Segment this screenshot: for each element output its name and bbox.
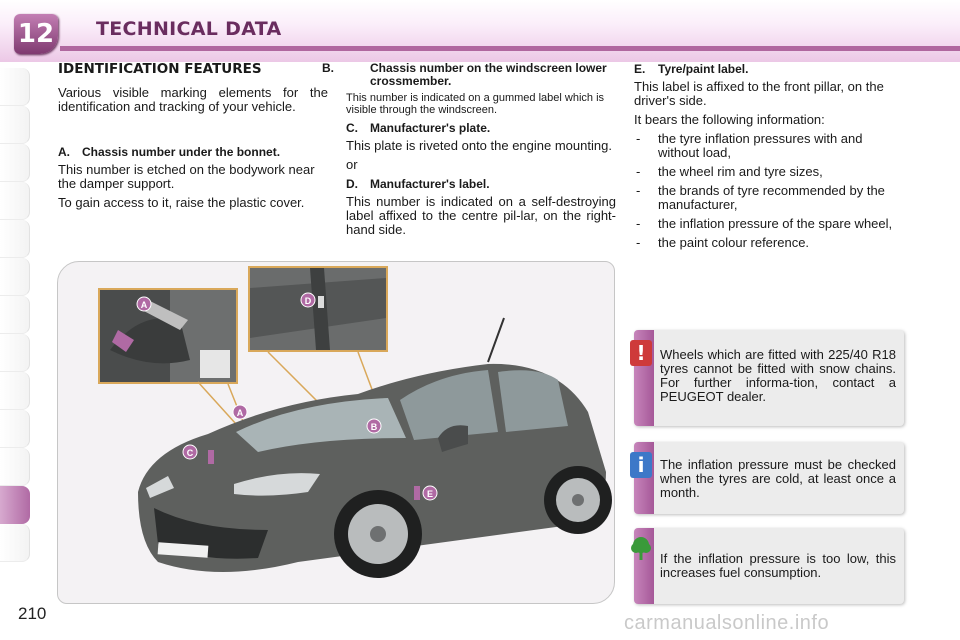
warning-text: Wheels which are fitted with 225/40 R18 tyres cannot be fitted with snow chains. For further informa-tion, contact a PEUGEOT dealer. xyxy=(660,347,896,404)
eco-text: If the inflation pressure is too low, this increases fuel consumption. xyxy=(660,551,896,580)
car-drawing xyxy=(58,262,614,603)
svg-text:B: B xyxy=(370,422,378,432)
warning-notice xyxy=(634,330,904,426)
info-text: The inflation pressure must be checked when the tyres are cold, at least once a month. xyxy=(660,457,896,500)
item-a-text: This number is etched on the bodywork near the damper support. xyxy=(58,162,315,191)
item-a-access-text: To gain access to it, raise the plastic cover. xyxy=(58,195,305,210)
chapter-side-tabs xyxy=(0,68,30,562)
side-tab[interactable] xyxy=(0,144,30,182)
side-tab[interactable] xyxy=(0,68,30,106)
item-e-letter: E. xyxy=(634,62,646,76)
side-tab[interactable] xyxy=(0,334,30,372)
list-item: - the inflation pressure of the spare wheel, xyxy=(636,216,893,231)
item-e-info-intro: It bears the following information: xyxy=(634,112,825,127)
svg-text:A: A xyxy=(140,300,148,310)
item-c-or: or xyxy=(346,157,358,172)
side-tab[interactable] xyxy=(0,372,30,410)
exclamation-icon: ! xyxy=(630,340,652,366)
tree-icon xyxy=(630,536,652,562)
svg-text:D: D xyxy=(304,296,312,306)
tyre-label-info-list xyxy=(634,132,904,250)
side-tab[interactable] xyxy=(0,258,30,296)
item-e-title: Tyre/paint label. xyxy=(658,62,749,76)
item-c-heading xyxy=(346,121,616,135)
item-b-heading xyxy=(322,61,616,88)
info-notice xyxy=(634,442,904,514)
item-b-note: This number is indicated on a gummed label which is visible through the windscreen. xyxy=(346,92,605,116)
watermark: carmanualsonline.info xyxy=(624,612,830,634)
side-tab[interactable] xyxy=(0,524,30,562)
car-illustration-panel xyxy=(57,261,615,604)
list-item: - the brands of tyre recommended by the manufacturer, xyxy=(636,183,885,212)
side-tab[interactable] xyxy=(0,296,30,334)
column-middle xyxy=(322,61,616,242)
item-b-letter: B. xyxy=(322,61,334,75)
section-title: IDENTIFICATION FEATURES xyxy=(58,61,262,77)
side-tab-active[interactable] xyxy=(0,486,30,524)
item-c-letter: C. xyxy=(346,121,358,135)
item-e-text: This label is affixed to the front pillar, on the driver's side. xyxy=(634,79,884,108)
item-a-letter: A. xyxy=(58,145,70,159)
svg-text:E: E xyxy=(426,489,434,499)
item-d-title: Manufacturer's label. xyxy=(370,177,490,191)
svg-text:A: A xyxy=(236,408,244,418)
item-a-title: Chassis number under the bonnet. xyxy=(82,145,281,159)
column-left xyxy=(58,62,328,215)
item-e-heading xyxy=(634,62,904,76)
item-d-letter: D. xyxy=(346,177,358,191)
header-divider xyxy=(60,46,960,51)
chapter-number-badge: 12 xyxy=(14,14,58,54)
side-tab[interactable] xyxy=(0,448,30,486)
item-a-heading xyxy=(58,145,328,159)
item-d-heading xyxy=(346,177,616,191)
column-right xyxy=(634,62,904,255)
list-item: - the tyre inflation pressures with and without load, xyxy=(636,131,863,160)
side-tab[interactable] xyxy=(0,220,30,258)
section-intro: Various visible marking elements for the identification and tracking of your vehicle. xyxy=(58,85,328,114)
side-tab[interactable] xyxy=(0,182,30,220)
svg-text:C: C xyxy=(186,448,194,458)
item-c-text: This plate is riveted onto the engine mounting. xyxy=(346,138,612,153)
item-d-text: This number is indicated on a self-destroying label affixed to the centre pil-lar, on the right-hand side. xyxy=(346,194,616,237)
list-item: - the wheel rim and tyre sizes, xyxy=(636,164,823,179)
page-title: TECHNICAL DATA xyxy=(96,18,282,40)
eco-notice xyxy=(634,528,904,604)
info-icon: i xyxy=(630,452,652,478)
page-number: 210 xyxy=(18,604,47,623)
side-tab[interactable] xyxy=(0,106,30,144)
side-tab[interactable] xyxy=(0,410,30,448)
list-item: - the paint colour reference. xyxy=(636,235,810,250)
item-b-title: Chassis number on the windscreen lower crossmember. xyxy=(370,61,607,88)
item-c-title: Manufacturer's plate. xyxy=(370,121,491,135)
